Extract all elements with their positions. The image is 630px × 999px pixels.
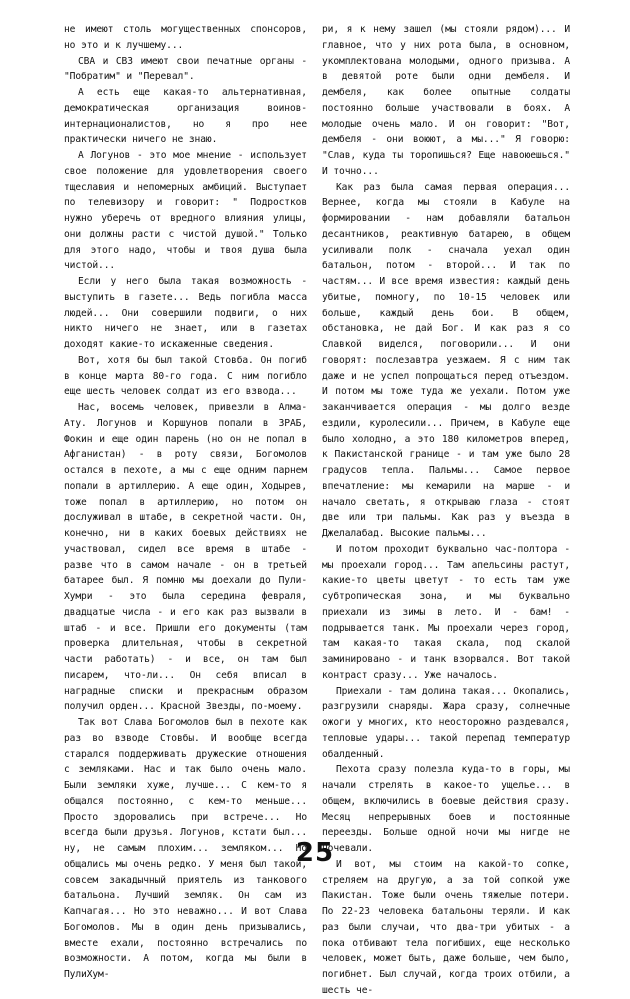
paragraph: ри, я к нему зашел (мы стояли рядом)... И главное, что у них рота была, в основном, укомплектована молодыми, одного призыва. А в девятой роте были одни дембеля. И дембеля, как более опытные солдаты постоянно больше участвовали в боях. А молодые очень мало. И он говорит: "Вот, дембеля - они воюют, а мы..." Я говорю: "Слав, куда ты торопишься? Еще навоюешься." И точно... — [322, 24, 570, 177]
paragraph: А есть еще какая-то альтернативная, демократическая организация воинов-интернационалистов, но я про нее практически ничего не знаю. — [64, 87, 307, 146]
paragraph: И вот, мы стоим на какой-то сопке, стреляем на другую, а за той сопкой уже Пакистан. Тоже были очень тяжелые потери. По 22-23 человека батальоны теряли. И как раз были случаи, что два-три убитых - а пока отбивают тела погибших, еще несколько человек, может быть, даже больше, чем было, погибнет. Был случай, когда троих отбили, а шесть че- — [322, 858, 570, 996]
paragraph: Так вот Слава Богомолов был в пехоте как раз во взводе Стовбы. И вообще всегда старался поддерживать дружеские отношения с земляками. Нас и так было очень мало. Были земляки хуже, лучше... С кем-то я общался постоянно, с кем-то меньше... Просто здоровались при встрече... Но всегда были друзья. Логунов, кстати был... ну, не самым плохим... земляком... Но общались мы очень редко. У меня был такой, совсем закадычный приятель из танкового батальона. Лучший земляк. Он сам из Капчагая... Но это неважно... И вот Слава Богомолов. Мы в один день призывались, вместе ехали, постоянно встречались по возможности. А потом, когда мы были в ПулиХум- — [64, 717, 307, 980]
paragraph: Если у него была такая возможность - выступить в газете... Ведь погибла масса людей... Они совершили подвиги, о них никто ничего не знает, или в газетах доходят какие-то искаженные сведения. — [64, 276, 307, 350]
paragraph: А Логунов - это мое мнение - использует свое положение для удовлетворения своего тщеславия и непомерных амбиций. Выступает по телевизору и говорит: " Подростков нужно уберечь от вредного влияния улицы, они должны расти с чистой душой." Только для этого надо, чтобы и твоя душа была чистой... — [64, 150, 307, 272]
paragraph: Как раз была самая первая операция... Вернее, когда мы стояли в Кабуле на формировании - нам добавляли батальон десантников, реактивную батарею, в общем усиливали полк - сначала уехал один батальон, потом - второй... И так по частям... И все время известия: каждый день убитые, помногу, по 10-15 человек или больше, каждый день бои. В общем, обстановка, не дай Бог. И как раз я со Славкой виделся, поговорили... И они говорят: послезавтра уезжаем. Я с ним так даже и не успел попрощаться перед отъездом. И потом мы тоже туда же уехали. Потом уже заканчивается операция - мы долго везде ездили, куролесили... Причем, в Кабуле еще было холодно, а это 180 километров вперед, к Пакистанской границе - и там уже было 28 градусов тепла. Пальмы... Самое первое впечатление: мы кемарили на марше - и начало светать, я открываю глаза - стоят две или три пальмы. Как раз у въезда в Джелалабад. Высокие пальмы... — [322, 181, 570, 539]
paragraph: Приехали - там долина такая... Окопались, разгрузили снаряды. Жара сразу, солнечные ожоги у многих, кто неосторожно раздевался, тепловые удары... такой перепад температур обалденный. — [322, 685, 570, 760]
paragraph: Нас, восемь человек, привезли в Алма-Ату. Логунов и Коршунов попали в ЗРАБ, Фокин и еще один парень (но он не попал в Афганистан) - в роту связи, Богомолов остался в пехоте, а мы с еще одним парнем попали в артиллерию. А еще один, Ходырев, тоже попал в артиллерию, но потом он дослуживал в штабе, в секретной части. Он, конечно, ни в каких боевых действиях не участвовал, сидел все время в штабе - разве что в самом начале - он в третьей батарее был. Я помню мы доехали до Пули-Хумри - это была середина февраля, двадцатые числа - и его как раз вызвали в штаб - и все. Пришли его документы (там проверка длительная, чтобы в секретной части работать) - и все, он там был писарем, что-ли... Он себя вписал в наградные списки и прекрасным образом получил орден... Красной Звезды, по-моему. — [64, 402, 307, 713]
paragraph: Пехота сразу полезла куда-то в горы, мы начали стрелять в какое-то ущелье... в общем, включились в боевые действия сразу. Месяц непрерывных боев и постоянные переезды. Больше одной ночи мы нигде не ночевали. — [322, 764, 570, 854]
paragraph: не имеют столь могущественных спонсоров, но это и к лучшему... — [64, 24, 307, 51]
paragraph: СВА и СВЗ имеют свои печатные органы - "Побратим" и "Перевал". — [64, 55, 307, 83]
paragraph: Вот, хотя бы был такой Стовба. Он погиб в конце марта 80-го года. С ним погибло еще шесть человек солдат из его взвода... — [64, 354, 307, 398]
page-number: 25 — [295, 838, 335, 868]
paragraph: И потом проходит буквально час-полтора - мы проехали город... Там апельсины растут, какие-то цветы цветут - то есть там уже субтропическая зона, и мы буквально приехали из зимы в лето. И - бам! - подрывается танк. Мы проехали через город, там какая-то такая скала, под скалой заминировано - и танк взорвался. Вот такой контраст сразу... Уже началось. — [322, 543, 570, 681]
